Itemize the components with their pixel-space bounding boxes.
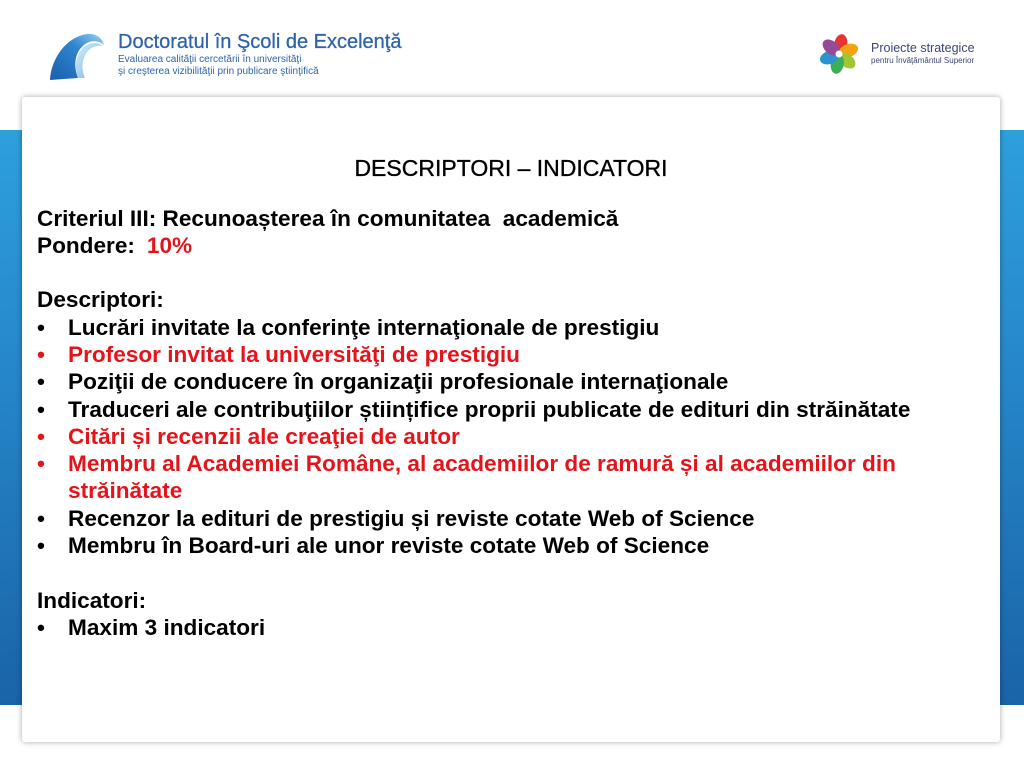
partner-subtitle: pentru Învăţământul Superior <box>871 56 975 65</box>
list-item-text: Citări și recenzii ale creaţiei de autor <box>68 423 460 449</box>
flower-logo-icon <box>818 33 860 75</box>
list-item-text: Traduceri ale contribuţiilor științifice proprii publicate de edituri din străinătate <box>68 396 911 422</box>
list-item-text: Maxim 3 indicatori <box>68 614 266 640</box>
list-item-text: Recenzor la edituri de prestigiu și reviste cotate Web of Science <box>68 505 755 531</box>
bullet: • <box>37 423 45 449</box>
program-title: Doctoratul în Şcoli de Excelenţă <box>118 31 402 53</box>
bullet: • <box>37 396 45 422</box>
slide-body <box>37 205 980 642</box>
list-item-text: Profesor invitat la universităţi de prestigiu <box>68 341 520 367</box>
list-item-text: Poziţii de conducere în organizaţii profesionale internaţionale <box>68 369 729 395</box>
list-item <box>37 314 980 341</box>
list-item <box>37 396 980 423</box>
bullet: • <box>37 341 45 367</box>
list-item-text: Lucrări invitate la conferinţe internaţionale de prestigiu <box>68 314 660 340</box>
list-item <box>37 341 980 368</box>
partner-title: Proiecte strategice <box>871 41 975 55</box>
bullet: • <box>37 451 45 477</box>
criterion-text: Criteriul III: Recunoașterea în comunitatea academică <box>37 205 619 231</box>
slide-card <box>22 97 1000 742</box>
bullet: • <box>37 614 45 640</box>
list-item <box>37 614 980 641</box>
descriptors-list <box>37 314 980 560</box>
spacer <box>37 259 980 286</box>
bullet: • <box>37 505 45 531</box>
weight-value: 10% <box>146 232 193 258</box>
program-subtitle-line-1: Evaluarea calităţii cercetării în universităţi <box>118 54 302 65</box>
indicators-list <box>37 614 980 641</box>
list-item <box>37 368 980 395</box>
bullet: • <box>37 533 45 559</box>
list-item <box>37 450 980 505</box>
program-subtitle-line-2: şi creşterea vizibilităţii prin publicare ştiinţifică <box>118 66 319 77</box>
descriptors-heading: Descriptori: <box>37 287 164 313</box>
list-item-text: Membru în Board-uri ale unor reviste cotate Web of Science <box>68 533 710 559</box>
spacer <box>37 559 980 586</box>
wave-logo-icon <box>47 28 105 82</box>
list-item <box>37 532 980 559</box>
indicators-heading: Indicatori: <box>37 587 147 613</box>
list-item <box>37 423 980 450</box>
bullet: • <box>37 314 45 340</box>
slide-title: DESCRIPTORI – INDICATORI <box>354 155 668 181</box>
weight-line <box>37 232 980 259</box>
weight-label: Pondere: <box>37 232 135 258</box>
list-item-text: Membru al Academiei Române, al academiilor de ramură și al academiilor din străinătate <box>68 451 896 504</box>
list-item <box>37 505 980 532</box>
bullet: • <box>37 369 45 395</box>
